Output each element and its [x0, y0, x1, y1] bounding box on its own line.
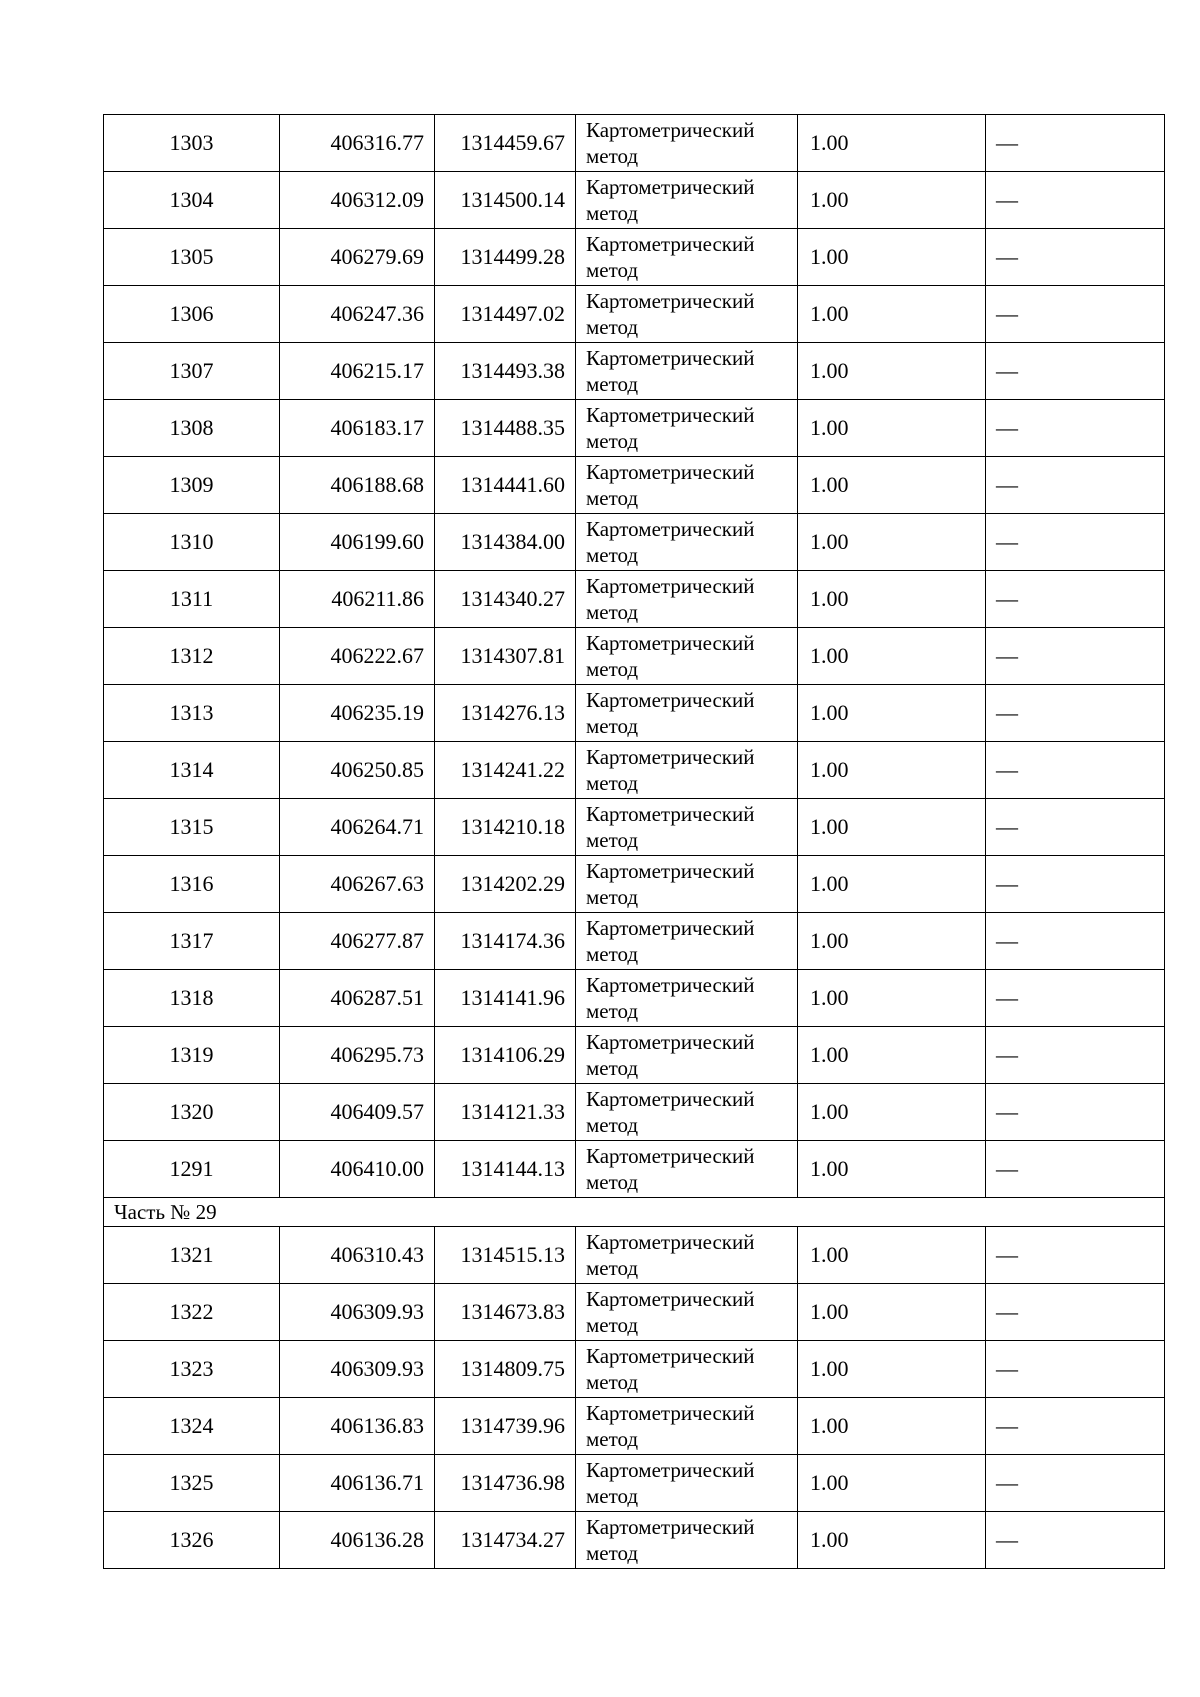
table-row: [104, 1141, 1165, 1198]
method-cell: Картометрический метод: [576, 400, 798, 457]
point-number-cell: 1308: [104, 400, 280, 457]
y-coordinate-cell: 1314459.67: [435, 115, 576, 172]
table-row: [104, 685, 1165, 742]
x-coordinate-cell: 406279.69: [280, 229, 435, 286]
table-row: [104, 115, 1165, 172]
y-coordinate-cell: 1314340.27: [435, 571, 576, 628]
x-coordinate-cell: 406222.67: [280, 628, 435, 685]
method-cell: Картометрический метод: [576, 1512, 798, 1569]
method-cell: Картометрический метод: [576, 115, 798, 172]
point-number-cell: 1317: [104, 913, 280, 970]
description-cell: —: [986, 400, 1165, 457]
point-number-cell: 1325: [104, 1455, 280, 1512]
method-cell: Картометрический метод: [576, 913, 798, 970]
table-row: [104, 343, 1165, 400]
y-coordinate-cell: 1314144.13: [435, 1141, 576, 1198]
y-coordinate-cell: 1314488.35: [435, 400, 576, 457]
accuracy-cell: 1.00: [798, 1455, 986, 1512]
point-number-cell: 1313: [104, 685, 280, 742]
method-cell: Картометрический метод: [576, 343, 798, 400]
description-cell: —: [986, 1512, 1165, 1569]
table-row: [104, 286, 1165, 343]
method-cell: Картометрический метод: [576, 1227, 798, 1284]
accuracy-cell: 1.00: [798, 628, 986, 685]
point-number-cell: 1316: [104, 856, 280, 913]
method-cell: Картометрический метод: [576, 1284, 798, 1341]
point-number-cell: 1310: [104, 514, 280, 571]
y-coordinate-cell: 1314307.81: [435, 628, 576, 685]
table-row: [104, 1027, 1165, 1084]
y-coordinate-cell: 1314497.02: [435, 286, 576, 343]
method-cell: Картометрический метод: [576, 856, 798, 913]
accuracy-cell: 1.00: [798, 1398, 986, 1455]
y-coordinate-cell: 1314500.14: [435, 172, 576, 229]
x-coordinate-cell: 406136.71: [280, 1455, 435, 1512]
method-cell: Картометрический метод: [576, 457, 798, 514]
y-coordinate-cell: 1314734.27: [435, 1512, 576, 1569]
accuracy-cell: 1.00: [798, 457, 986, 514]
y-coordinate-cell: 1314106.29: [435, 1027, 576, 1084]
x-coordinate-cell: 406312.09: [280, 172, 435, 229]
description-cell: —: [986, 856, 1165, 913]
y-coordinate-cell: 1314441.60: [435, 457, 576, 514]
table-row: [104, 1398, 1165, 1455]
table-row: [104, 1227, 1165, 1284]
x-coordinate-cell: 406247.36: [280, 286, 435, 343]
description-cell: —: [986, 1084, 1165, 1141]
accuracy-cell: 1.00: [798, 115, 986, 172]
x-coordinate-cell: 406199.60: [280, 514, 435, 571]
table-row: [104, 172, 1165, 229]
accuracy-cell: 1.00: [798, 1284, 986, 1341]
y-coordinate-cell: 1314515.13: [435, 1227, 576, 1284]
y-coordinate-cell: 1314809.75: [435, 1341, 576, 1398]
x-coordinate-cell: 406211.86: [280, 571, 435, 628]
x-coordinate-cell: 406287.51: [280, 970, 435, 1027]
description-cell: —: [986, 172, 1165, 229]
method-cell: Картометрический метод: [576, 628, 798, 685]
accuracy-cell: 1.00: [798, 286, 986, 343]
method-cell: Картометрический метод: [576, 685, 798, 742]
accuracy-cell: 1.00: [798, 799, 986, 856]
point-number-cell: 1309: [104, 457, 280, 514]
table-row: [104, 514, 1165, 571]
y-coordinate-cell: 1314202.29: [435, 856, 576, 913]
point-number-cell: 1304: [104, 172, 280, 229]
part-header-row: [104, 1198, 1165, 1227]
description-cell: —: [986, 1227, 1165, 1284]
table-row: [104, 1341, 1165, 1398]
accuracy-cell: 1.00: [798, 1512, 986, 1569]
method-cell: Картометрический метод: [576, 1084, 798, 1141]
accuracy-cell: 1.00: [798, 970, 986, 1027]
x-coordinate-cell: 406277.87: [280, 913, 435, 970]
accuracy-cell: 1.00: [798, 172, 986, 229]
y-coordinate-cell: 1314384.00: [435, 514, 576, 571]
coordinates-table-body: [104, 115, 1165, 1569]
method-cell: Картометрический метод: [576, 799, 798, 856]
description-cell: —: [986, 628, 1165, 685]
x-coordinate-cell: 406316.77: [280, 115, 435, 172]
point-number-cell: 1324: [104, 1398, 280, 1455]
table-row: [104, 457, 1165, 514]
table-row: [104, 628, 1165, 685]
table-row: [104, 799, 1165, 856]
x-coordinate-cell: 406309.93: [280, 1341, 435, 1398]
x-coordinate-cell: 406188.68: [280, 457, 435, 514]
accuracy-cell: 1.00: [798, 685, 986, 742]
method-cell: Картометрический метод: [576, 742, 798, 799]
y-coordinate-cell: 1314210.18: [435, 799, 576, 856]
accuracy-cell: 1.00: [798, 343, 986, 400]
table-row: [104, 970, 1165, 1027]
x-coordinate-cell: 406235.19: [280, 685, 435, 742]
method-cell: Картометрический метод: [576, 1398, 798, 1455]
point-number-cell: 1318: [104, 970, 280, 1027]
accuracy-cell: 1.00: [798, 514, 986, 571]
method-cell: Картометрический метод: [576, 571, 798, 628]
y-coordinate-cell: 1314174.36: [435, 913, 576, 970]
accuracy-cell: 1.00: [798, 742, 986, 799]
x-coordinate-cell: 406264.71: [280, 799, 435, 856]
method-cell: Картометрический метод: [576, 286, 798, 343]
y-coordinate-cell: 1314739.96: [435, 1398, 576, 1455]
table-row: [104, 229, 1165, 286]
description-cell: —: [986, 457, 1165, 514]
description-cell: —: [986, 913, 1165, 970]
method-cell: Картометрический метод: [576, 172, 798, 229]
point-number-cell: 1321: [104, 1227, 280, 1284]
table-row: [104, 1284, 1165, 1341]
x-coordinate-cell: 406295.73: [280, 1027, 435, 1084]
description-cell: —: [986, 343, 1165, 400]
point-number-cell: 1312: [104, 628, 280, 685]
point-number-cell: 1307: [104, 343, 280, 400]
y-coordinate-cell: 1314673.83: [435, 1284, 576, 1341]
y-coordinate-cell: 1314121.33: [435, 1084, 576, 1141]
method-cell: Картометрический метод: [576, 229, 798, 286]
accuracy-cell: 1.00: [798, 856, 986, 913]
accuracy-cell: 1.00: [798, 913, 986, 970]
point-number-cell: 1326: [104, 1512, 280, 1569]
x-coordinate-cell: 406267.63: [280, 856, 435, 913]
description-cell: —: [986, 799, 1165, 856]
y-coordinate-cell: 1314493.38: [435, 343, 576, 400]
x-coordinate-cell: 406136.28: [280, 1512, 435, 1569]
point-number-cell: 1319: [104, 1027, 280, 1084]
x-coordinate-cell: 406215.17: [280, 343, 435, 400]
description-cell: —: [986, 970, 1165, 1027]
method-cell: Картометрический метод: [576, 1341, 798, 1398]
method-cell: Картометрический метод: [576, 1027, 798, 1084]
y-coordinate-cell: 1314241.22: [435, 742, 576, 799]
method-cell: Картометрический метод: [576, 1141, 798, 1198]
point-number-cell: 1320: [104, 1084, 280, 1141]
description-cell: —: [986, 685, 1165, 742]
x-coordinate-cell: 406409.57: [280, 1084, 435, 1141]
accuracy-cell: 1.00: [798, 571, 986, 628]
x-coordinate-cell: 406136.83: [280, 1398, 435, 1455]
point-number-cell: 1323: [104, 1341, 280, 1398]
description-cell: —: [986, 514, 1165, 571]
part-label: Часть № 29: [104, 1198, 1165, 1227]
description-cell: —: [986, 1398, 1165, 1455]
description-cell: —: [986, 1284, 1165, 1341]
point-number-cell: 1303: [104, 115, 280, 172]
method-cell: Картометрический метод: [576, 1455, 798, 1512]
point-number-cell: 1322: [104, 1284, 280, 1341]
point-number-cell: 1314: [104, 742, 280, 799]
y-coordinate-cell: 1314141.96: [435, 970, 576, 1027]
description-cell: —: [986, 286, 1165, 343]
method-cell: Картометрический метод: [576, 514, 798, 571]
coordinates-table: [103, 114, 1165, 1569]
accuracy-cell: 1.00: [798, 1027, 986, 1084]
point-number-cell: 1305: [104, 229, 280, 286]
point-number-cell: 1311: [104, 571, 280, 628]
description-cell: —: [986, 229, 1165, 286]
table-row: [104, 1455, 1165, 1512]
table-row: [104, 742, 1165, 799]
table-row: [104, 1512, 1165, 1569]
point-number-cell: 1306: [104, 286, 280, 343]
x-coordinate-cell: 406183.17: [280, 400, 435, 457]
x-coordinate-cell: 406410.00: [280, 1141, 435, 1198]
x-coordinate-cell: 406250.85: [280, 742, 435, 799]
table-row: [104, 856, 1165, 913]
point-number-cell: 1291: [104, 1141, 280, 1198]
table-row: [104, 400, 1165, 457]
accuracy-cell: 1.00: [798, 1141, 986, 1198]
method-cell: Картометрический метод: [576, 970, 798, 1027]
table-row: [104, 1084, 1165, 1141]
description-cell: —: [986, 1027, 1165, 1084]
x-coordinate-cell: 406310.43: [280, 1227, 435, 1284]
y-coordinate-cell: 1314499.28: [435, 229, 576, 286]
description-cell: —: [986, 571, 1165, 628]
table-row: [104, 571, 1165, 628]
x-coordinate-cell: 406309.93: [280, 1284, 435, 1341]
description-cell: —: [986, 742, 1165, 799]
description-cell: —: [986, 115, 1165, 172]
accuracy-cell: 1.00: [798, 400, 986, 457]
description-cell: —: [986, 1455, 1165, 1512]
accuracy-cell: 1.00: [798, 1227, 986, 1284]
y-coordinate-cell: 1314736.98: [435, 1455, 576, 1512]
description-cell: —: [986, 1341, 1165, 1398]
accuracy-cell: 1.00: [798, 1084, 986, 1141]
accuracy-cell: 1.00: [798, 1341, 986, 1398]
table-row: [104, 913, 1165, 970]
accuracy-cell: 1.00: [798, 229, 986, 286]
point-number-cell: 1315: [104, 799, 280, 856]
description-cell: —: [986, 1141, 1165, 1198]
y-coordinate-cell: 1314276.13: [435, 685, 576, 742]
